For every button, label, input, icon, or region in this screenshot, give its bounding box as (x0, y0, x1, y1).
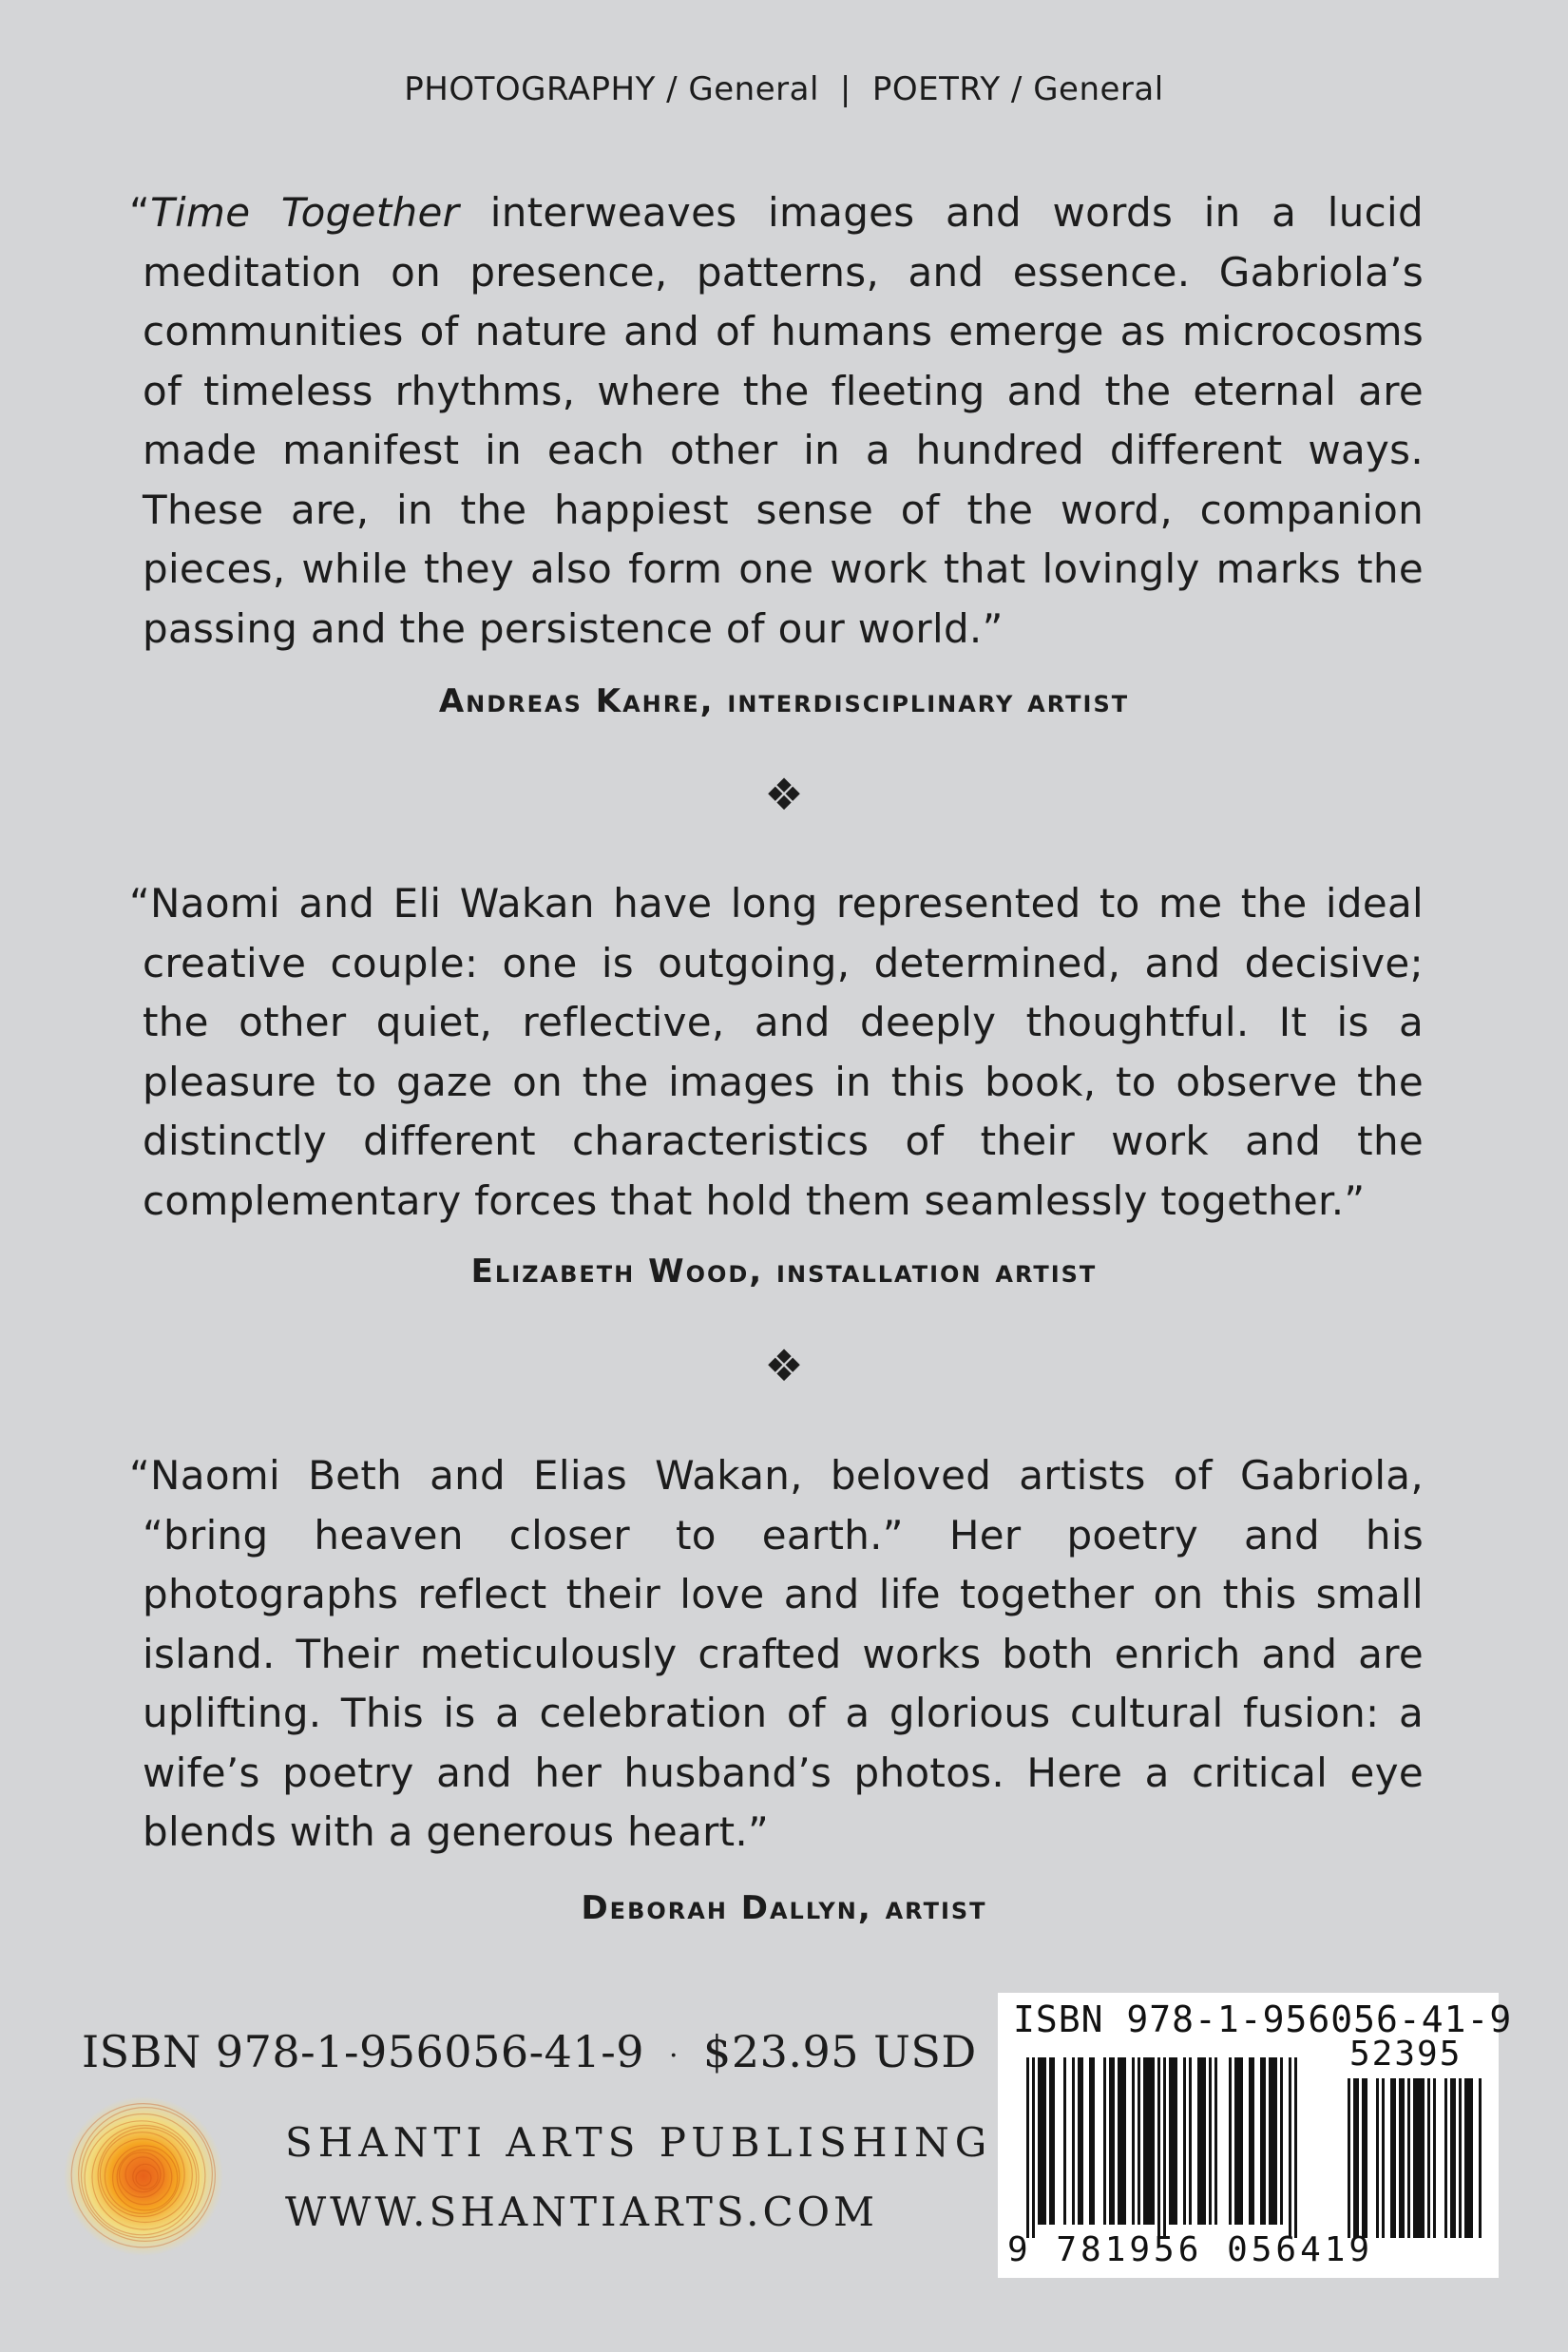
barcode-bar (1143, 2057, 1146, 2225)
barcode-bar (1149, 2057, 1152, 2225)
barcode-bar (1138, 2057, 1140, 2225)
barcode-bar (1269, 2057, 1272, 2225)
barcode-bar (1032, 2057, 1035, 2238)
barcode-bar (1078, 2057, 1080, 2225)
barcode-panel (998, 1993, 1513, 2278)
barcode-bar (1175, 2057, 1177, 2225)
barcode-bar (1049, 2057, 1052, 2225)
barcode-isbn-label: ISBN 978-1-956056-41-9 (1013, 1998, 1513, 2040)
barcode-bar (1072, 2057, 1075, 2225)
category-separator: | (839, 70, 851, 108)
attribution-1: Andreas Kahre, interdisciplinary artist (438, 682, 1130, 720)
barcode-price-code: 52395 (1349, 2035, 1463, 2074)
barcode-bar (1132, 2057, 1135, 2225)
barcode-bar (1260, 2057, 1263, 2225)
barcode-bar (1118, 2057, 1120, 2225)
barcode-addon-bar (1479, 2078, 1482, 2238)
barcode-bar (1214, 2057, 1217, 2225)
barcode-bar (1209, 2057, 1212, 2225)
barcode-bar (1163, 2057, 1166, 2238)
barcode-addon-bar (1422, 2078, 1425, 2238)
bullet-separator: · (669, 2038, 679, 2073)
barcode-bar (1263, 2057, 1266, 2225)
barcode-addon-bar (1365, 2078, 1367, 2238)
barcode-bar (1089, 2057, 1092, 2225)
barcode-bar (1274, 2057, 1277, 2225)
barcode-bar (1240, 2057, 1243, 2225)
barcode-bar (1252, 2057, 1254, 2225)
barcode-bar (1237, 2057, 1240, 2225)
barcode-bar (1289, 2057, 1291, 2238)
blurb-2 (129, 874, 1424, 1231)
blurb-1-open-quote: “ (129, 189, 151, 236)
barcode-bar (1183, 2057, 1186, 2225)
barcode-addon-bar (1399, 2078, 1402, 2238)
barcode-bar (1152, 2057, 1155, 2225)
barcode-bar (1092, 2057, 1095, 2225)
barcode-bar (1197, 2057, 1200, 2225)
barcode-bar (1052, 2057, 1055, 2225)
barcode-addon-bar (1464, 2078, 1467, 2238)
barcode-addon-bar (1402, 2078, 1405, 2238)
barcode-addon-bar (1416, 2078, 1419, 2238)
isbn-price-line (82, 2026, 977, 2077)
barcode-bar (1043, 2057, 1046, 2225)
barcode-addon-bar (1453, 2078, 1456, 2238)
barcode-addon-bar (1382, 2078, 1385, 2238)
barcode-bar (1080, 2057, 1083, 2225)
barcode-bar (1038, 2057, 1041, 2225)
price-text: $23.95 USD (703, 2026, 977, 2077)
barcode-bar (1169, 2057, 1172, 2225)
barcode-bar (1103, 2057, 1106, 2225)
barcode-bar (1272, 2057, 1274, 2225)
barcode-bar (1189, 2057, 1192, 2225)
isbn-text: ISBN 978-1-956056-41-9 (82, 2026, 644, 2077)
barcode-bar (1063, 2057, 1066, 2225)
barcode-digits: 9 781956 056419 (1007, 2230, 1374, 2269)
barcode-addon-bar (1444, 2078, 1447, 2238)
barcode-bar (1026, 2057, 1029, 2238)
blurb-2-text: “Naomi and Eli Wakan have long represented to me the ideal creative couple: one is outgoing, determined, and decisive; the other quiet, reflective, and deeply thoughtful. It is a pleasure to gaze on the images in this book, to observe the distinctly different characteristics of their work and the complementary forces that hold them seamlessly together.” (129, 880, 1424, 1224)
blurb-1 (129, 183, 1424, 659)
publisher-name: SHANTI ARTS PUBLISHING (285, 2119, 993, 2166)
barcode-bar (1157, 2057, 1160, 2238)
barcode-bar (1234, 2057, 1237, 2225)
barcode-addon-bar (1393, 2078, 1396, 2238)
barcode-bar (1146, 2057, 1149, 2225)
category-line (0, 70, 1568, 108)
barcode-addon-bar (1348, 2078, 1350, 2238)
barcode-addon-bar (1459, 2078, 1462, 2238)
attribution-2: Elizabeth Wood, installation artist (470, 1252, 1098, 1291)
barcode-bar (1294, 2057, 1297, 2238)
category-poetry: POETRY / General (871, 70, 1164, 108)
barcode-addon-bar (1376, 2078, 1379, 2238)
category-photography: PHOTOGRAPHY / General (404, 70, 819, 108)
barcode-bar (1200, 2057, 1203, 2225)
barcode-addon-bar (1353, 2078, 1356, 2238)
barcode-bar (1041, 2057, 1043, 2225)
barcode-bar (1229, 2057, 1232, 2225)
barcode-bar (1172, 2057, 1175, 2225)
barcode-addon-bar (1427, 2078, 1430, 2238)
barcode-addon-bar (1413, 2078, 1416, 2238)
blurb-3-text: “Naomi Beth and Elias Wakan, beloved artists of Gabriola, “bring heaven closer to earth.” Her poetry and his photographs reflect their love and life together on this small island. Their meticulously crafted works both enrich and are uplifting. This is a celebration of a glorious cultural fusion: a wife’s poetry and her husband’s photos. Here a critical eye blends with a generous heart.” (129, 1452, 1424, 1855)
barcode-bar (1120, 2057, 1123, 2225)
ornament-2: ❖ (764, 1340, 804, 1391)
ornament-1: ❖ (764, 769, 804, 820)
barcode-addon-bar (1390, 2078, 1393, 2238)
barcode-addon-bar (1356, 2078, 1359, 2238)
blurb-1-text: interweaves images and words in a lucid meditation on presence, patterns, and essence. Gabriola’s communities of nature and of humans emerge as microcosms of timeless rhythms, where the fleeting and the eternal are made manifest in each other in a hundred different ways. These are, in the happiest sense of the word, companion pieces, while they also form one work that lovingly marks the passing and the persistence of our world.” (143, 189, 1424, 652)
barcode-bar (1123, 2057, 1126, 2225)
publisher-website: WWW.SHANTIARTS.COM (285, 2189, 879, 2235)
barcode-addon-bar (1362, 2078, 1365, 2238)
barcode-bar (1203, 2057, 1206, 2225)
sun-logo-icon (63, 2095, 224, 2257)
barcode-bar (1249, 2057, 1252, 2225)
barcode-addon-bar (1470, 2078, 1473, 2238)
barcode-bar (1280, 2057, 1283, 2225)
barcode-bar (1112, 2057, 1115, 2225)
attribution-3: Deborah Dallyn, artist (581, 1889, 987, 1927)
barcode-addon-bar (1450, 2078, 1453, 2238)
barcode-addon-bar (1433, 2078, 1436, 2238)
barcode-addon-bar (1419, 2078, 1422, 2238)
book-title: Time Together (150, 189, 460, 236)
blurb-3 (129, 1446, 1424, 1863)
barcode-bar (1109, 2057, 1112, 2225)
barcode-addon-bar (1467, 2078, 1470, 2238)
barcode-addon-bar (1407, 2078, 1410, 2238)
